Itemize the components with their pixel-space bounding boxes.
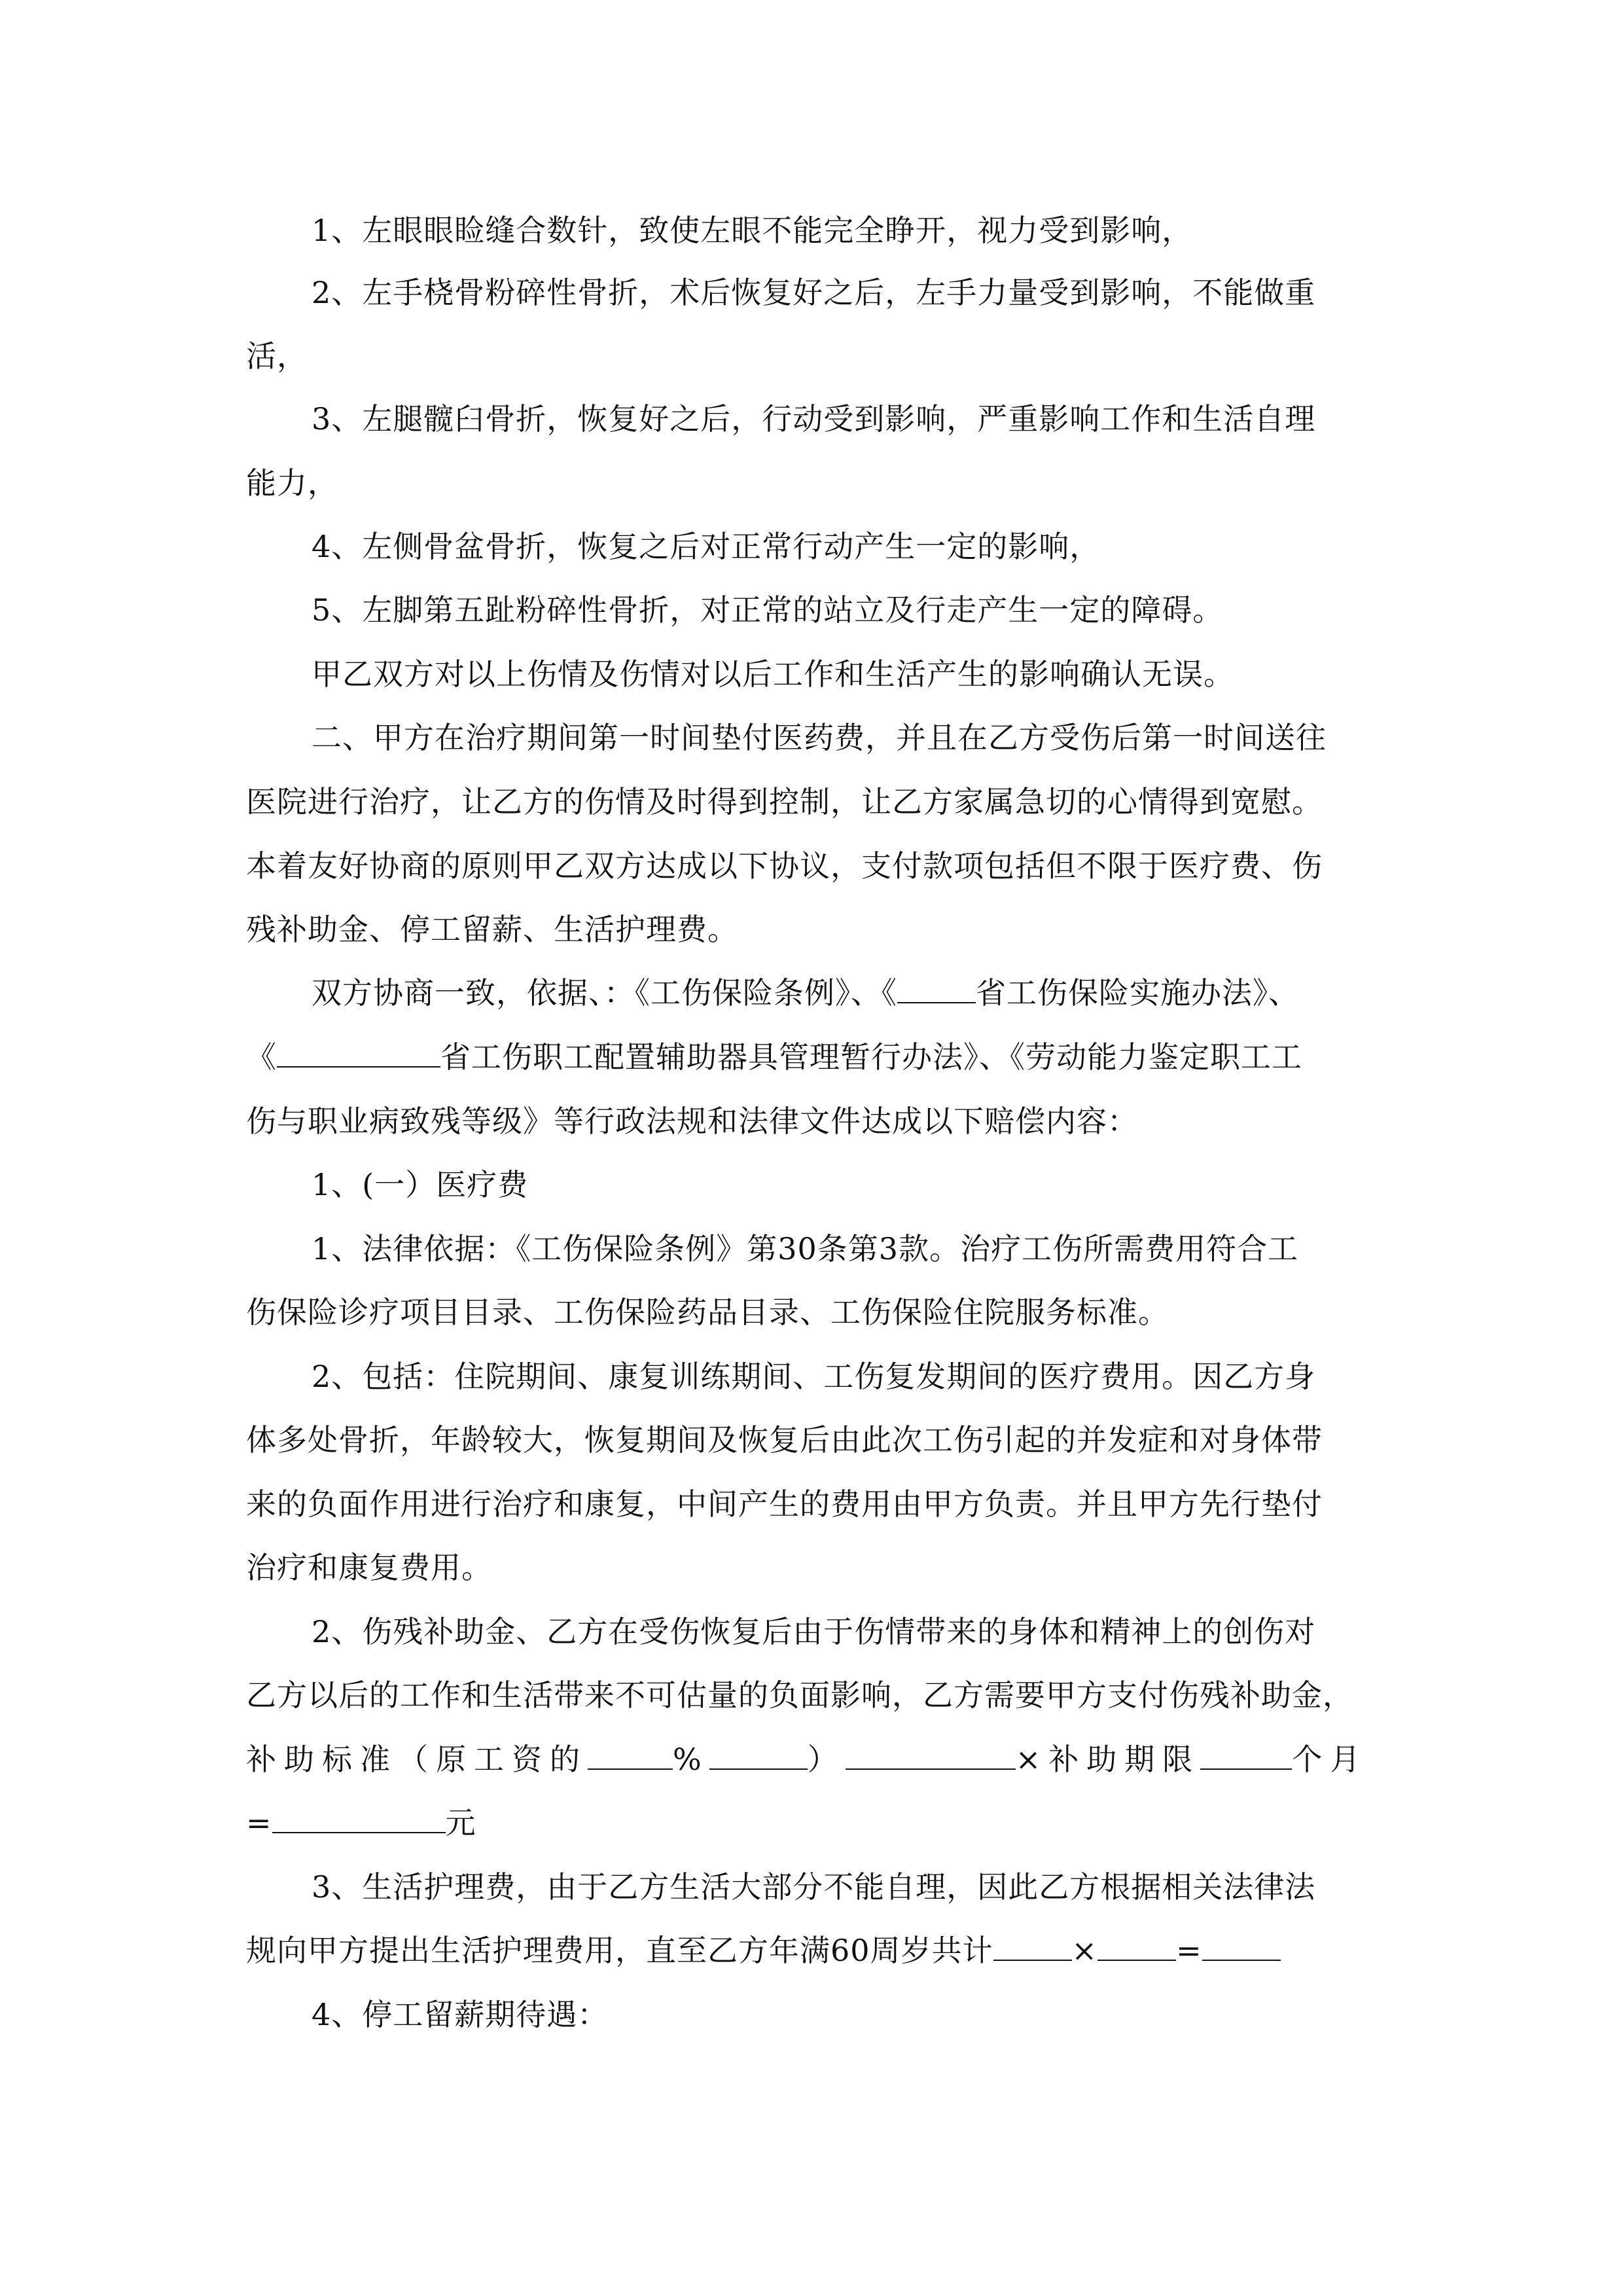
- subsidy-total-blank[interactable]: [272, 1803, 446, 1833]
- medical-expense-heading: 1、(一）医疗费: [312, 1167, 529, 1202]
- times-sign: ×: [1071, 1933, 1098, 1968]
- wage-amount-blank[interactable]: [709, 1740, 808, 1770]
- section-two-line-2: 医院进行治疗，让乙方的伤情及时得到控制，让乙方家属急切的心情得到宽慰。: [246, 784, 1323, 819]
- injury-item-1: 1、左眼眼睑缝合数针，致使左眼不能完全睁开，视力受到影响，: [312, 213, 1193, 248]
- disability-subsidy-line-1: 2、伤残补助金、乙方在受伤恢复后由于伤情带来的身体和精神上的创伤对: [312, 1614, 1316, 1649]
- legal-basis-text-d: 省工伤职工配置辅助器具管理暂行办法》、《劳动能力鉴定职工工: [440, 1039, 1302, 1075]
- legal-basis-text-b: 省工伤保险实施办法》、: [976, 975, 1299, 1011]
- medical-scope-line-4: 治疗和康复费用。: [246, 1550, 492, 1585]
- nursing-fee-text: 规向甲方提出生活护理费用，直至乙方年满60周岁共计: [246, 1933, 993, 1968]
- subsidy-base-blank[interactable]: [846, 1740, 1016, 1770]
- disability-subsidy-line-2: 乙方以后的工作和生活带来不可估量的负面影响，乙方需要甲方支付伤残补助金，: [246, 1677, 1353, 1713]
- injury-item-5: 5、左脚第五趾粉碎性骨折，对正常的站立及行走产生一定的障碍。: [312, 592, 1224, 628]
- medical-scope-line-3: 来的负面作用进行治疗和康复，中间产生的费用由甲方负责。并且甲方先行垫付: [246, 1486, 1323, 1522]
- medical-scope-line-2: 体多处骨折，年龄较大，恢复期间及恢复后由此次工伤引起的并发症和对身体带: [246, 1422, 1323, 1458]
- province-blank-1[interactable]: [897, 973, 976, 1003]
- work-stoppage-heading: 4、停工留薪期待遇：: [312, 1997, 609, 2032]
- disability-subsidy-total: [246, 1803, 1378, 1842]
- yuan-unit: 元: [445, 1805, 476, 1840]
- section-two-line-4: 残补助金、停工留薪、生活护理费。: [246, 912, 738, 947]
- disability-subsidy-formula: [246, 1740, 1378, 1779]
- section-two-line-3: 本着友好协商的原则甲乙双方达成以下协议，支付款项包括但不限于医疗费、伤: [246, 848, 1323, 884]
- medical-legal-basis-line-1: 1、法律依据：《工伤保险条例》第30条第3款。治疗工伤所需费用符合工: [312, 1231, 1299, 1266]
- medical-legal-basis-line-2: 伤保险诊疗项目目录、工伤保险药品目录、工伤保险住院服务标准。: [246, 1295, 1169, 1330]
- injury-item-4: 4、左侧骨盆骨折，恢复之后对正常行动产生一定的影响，: [312, 529, 1101, 564]
- nursing-amount-blank[interactable]: [993, 1931, 1072, 1961]
- months-unit: 个月: [1292, 1742, 1368, 1777]
- injury-item-3: 3、左腿髋臼骨折，恢复好之后，行动受到影响，严重影响工作和生活自理: [312, 401, 1316, 437]
- equals-sign: =: [246, 1805, 272, 1840]
- medical-scope-line-1: 2、包括：住院期间、康复训练期间、工伤复发期间的医疗费用。因乙方身: [312, 1359, 1316, 1394]
- subsidy-period-label: ×补助期限: [1015, 1742, 1201, 1777]
- injury-item-2-cont: 活，: [246, 338, 308, 374]
- confirmation-paragraph: 甲乙双方对以上伤情及伤情对以后工作和生活产生的影响确认无误。: [312, 656, 1234, 692]
- injury-item-3-cont: 能力，: [246, 465, 338, 501]
- subsidy-standard-label: 补助标准（原工资的: [246, 1742, 588, 1777]
- legal-basis-text-a: 双方协商一致，依据、：《工伤保险条例》、《: [312, 975, 897, 1011]
- section-two-line-1: 二、甲方在治疗期间第一时间垫付医药费，并且在乙方受伤后第一时间送往: [312, 720, 1327, 755]
- nursing-fee-line-2: [246, 1931, 1378, 1970]
- legal-basis-line-3: 伤与职业病致残等级》等行政法规和法律文件达成以下赔偿内容：: [246, 1103, 1138, 1139]
- legal-basis-line-1: [312, 973, 1378, 1013]
- legal-basis-line-2: [246, 1037, 1378, 1077]
- nursing-period-blank[interactable]: [1097, 1931, 1176, 1961]
- legal-basis-text-c: 《: [246, 1039, 277, 1075]
- nursing-total-blank[interactable]: [1202, 1931, 1281, 1961]
- nursing-fee-line-1: 3、生活护理费，由于乙方生活大部分不能自理，因此乙方根据相关法律法: [312, 1869, 1316, 1905]
- province-blank-2[interactable]: [277, 1037, 440, 1067]
- nursing-equals-sign: =: [1176, 1933, 1202, 1968]
- percent-sign: %: [673, 1742, 709, 1777]
- wage-percent-blank[interactable]: [588, 1740, 673, 1770]
- injury-item-2: 2、左手桡骨粉碎性骨折，术后恢复好之后，左手力量受到影响，不能做重: [312, 275, 1316, 310]
- subsidy-months-blank[interactable]: [1200, 1740, 1292, 1770]
- close-paren: ）: [807, 1742, 846, 1777]
